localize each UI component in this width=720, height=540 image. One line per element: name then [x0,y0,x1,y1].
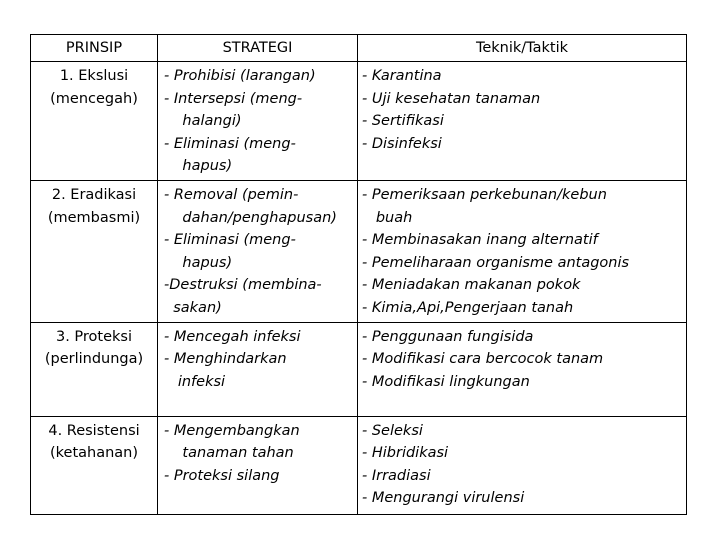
table-row [31,180,687,322]
principle-line: (ketahanan) [49,445,139,462]
strategy-line: - Removal (pemin- [164,186,299,203]
strategy-line: sakan) [164,299,222,316]
header-strategi: STRATEGI [158,35,358,62]
table-row [31,416,687,514]
technique-line: - Modifikasi cara bercocok tanam [362,351,604,368]
technique-line: - Meniadakan makanan pokok [362,277,581,294]
technique-line: - Membinasakan inang alternatif [362,232,598,249]
technique-line: - Disinfeksi [362,135,442,152]
technique-line: - Modifikasi lingkungan [362,373,530,390]
technique-line: - Hibridikasi [362,445,449,462]
strategy-line: dahan/penghapusan) [164,209,337,226]
strategy-line: - Intersepsi (meng- [164,90,303,107]
technique-line: - Penggunaan fungisida [362,328,534,345]
technique-line: - Uji kesehatan tanaman [362,90,541,107]
strategy-line: - Mencegah infeksi [164,328,301,345]
principle-line: (mencegah) [50,90,138,107]
technique-line: - Karantina [362,68,442,84]
technique-line: - Pemeriksaan perkebunan/kebun [362,186,607,203]
technique-line: - Pemeliharaan organisme antagonis [362,254,630,271]
strategy-cell [158,180,358,322]
technique-cell [358,180,687,322]
strategy-line: - Prohibisi (larangan) [164,68,316,84]
strategy-line: hapus) [164,158,233,175]
principle-cell [31,62,158,181]
strategy-line: -Destruksi (membina- [164,277,322,294]
strategy-line: hapus) [164,254,233,271]
technique-line: - Mengurangi virulensi [362,490,525,507]
technique-line: - Kimia,Api,Pengerjaan tanah [362,299,574,316]
principle-cell [31,416,158,514]
principle-cell [31,322,158,416]
principle-line: 4. Resistensi [48,422,140,439]
strategy-line: - Eliminasi (meng- [164,232,296,249]
table-row [31,62,687,181]
table-row [31,322,687,416]
strategy-line: infeksi [164,373,226,390]
strategy-line: - Proteksi silang [164,467,280,484]
strategy-line: - Mengembangkan [164,422,300,439]
principle-line: (membasmi) [47,209,141,226]
technique-cell [358,322,687,416]
header-prinsip: PRINSIP [31,35,158,62]
principle-line: 3. Proteksi [55,328,133,345]
technique-cell [358,62,687,181]
strategy-cell [158,416,358,514]
strategy-line: - Eliminasi (meng- [164,135,296,152]
principle-line: 2. Eradikasi [51,186,137,203]
strategy-cell [158,62,358,181]
principle-cell [31,180,158,322]
principle-line: (perlindunga) [44,351,144,368]
strategy-table [30,34,687,515]
technique-line: - Irradiasi [362,467,431,484]
strategy-line: - Menghindarkan [164,351,287,368]
technique-line: - Sertifikasi [362,113,444,130]
technique-cell [358,416,687,514]
technique-line: buah [362,209,413,226]
header-row [31,35,687,62]
strategy-line: tanaman tahan [164,445,294,462]
principle-line: 1. Ekslusi [59,68,129,84]
header-teknik-taktik: Teknik/Taktik [358,35,687,62]
strategy-line: halangi) [164,113,242,130]
strategy-cell [158,322,358,416]
technique-line: - Seleksi [362,422,423,439]
